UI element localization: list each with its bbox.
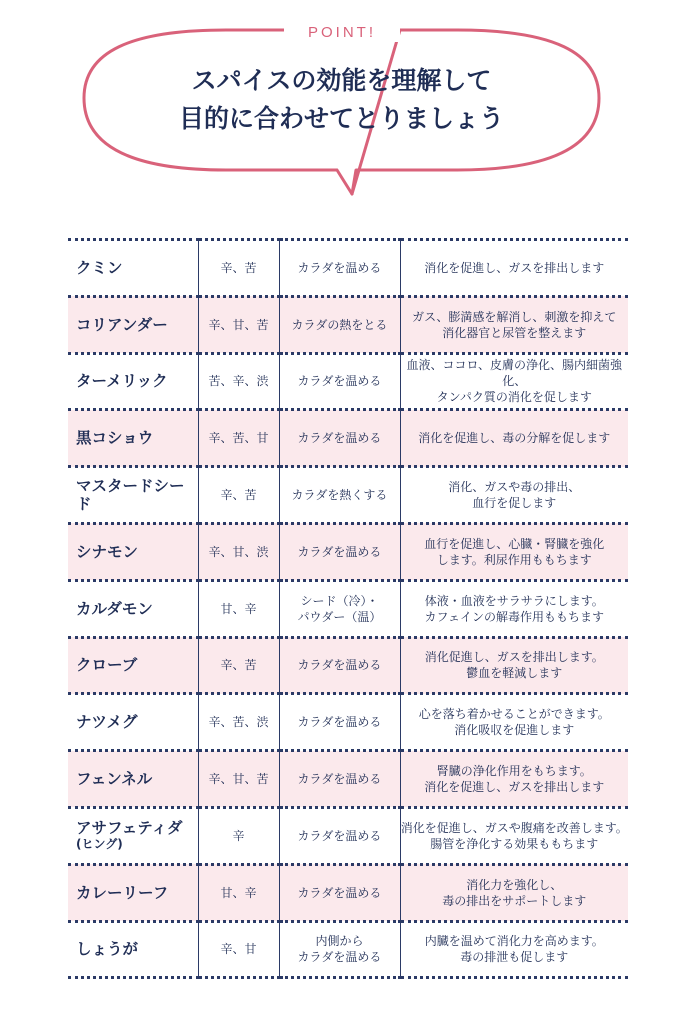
spice-taste: 辛 xyxy=(198,807,279,864)
spice-name: アサフェティダ xyxy=(76,819,183,838)
table-row xyxy=(68,353,628,410)
spice-benefit: 血行を促進し、心臓・腎臓を強化 します。利尿作用ももちます xyxy=(400,523,628,580)
table-row xyxy=(68,580,628,637)
table-row xyxy=(68,240,628,297)
spice-benefit: 消化、ガスや毒の排出、 血行を促します xyxy=(400,467,628,524)
spice-taste: 辛、苦、渋 xyxy=(198,694,279,751)
spice-name: クローブ xyxy=(68,637,198,694)
spice-taste: 辛、甘 xyxy=(198,921,279,978)
table-row xyxy=(68,410,628,467)
spice-name: クミン xyxy=(68,240,198,297)
table-row xyxy=(68,637,628,694)
table-row xyxy=(68,467,628,524)
spice-effect: シード（冷）・ パウダー（温） xyxy=(279,580,400,637)
table-row xyxy=(68,921,628,978)
spice-name: カレーリーフ xyxy=(68,864,198,921)
spice-benefit: 消化を促進し、ガスを排出します xyxy=(400,240,628,297)
spice-name: コリアンダー xyxy=(68,296,198,353)
spice-taste: 辛、苦 xyxy=(198,240,279,297)
spice-benefit: 心を落ち着かせることができます。 消化吸収を促進します xyxy=(400,694,628,751)
spice-name-sub: (ヒング) xyxy=(76,837,123,852)
headline-line-2: 目的に合わせてとりましょう xyxy=(178,104,504,133)
spice-name: フェンネル xyxy=(68,751,198,808)
point-label: POINT! xyxy=(284,24,400,42)
table-row xyxy=(68,523,628,580)
spice-benefit: 消化促進し、ガスを排出します。 鬱血を軽減します xyxy=(400,637,628,694)
spice-name: カルダモン xyxy=(68,580,198,637)
spice-benefit: 消化を促進し、毒の分解を促します xyxy=(400,410,628,467)
spice-effect: カラダを温める xyxy=(279,694,400,751)
spice-name: ナツメグ xyxy=(68,694,198,751)
spice-benefit: 腎臓の浄化作用をもちます。 消化を促進し、ガスを排出します xyxy=(400,751,628,808)
spice-name-cell xyxy=(68,807,198,864)
spice-name: しょうが xyxy=(68,921,198,978)
spice-effect: カラダを熱くする xyxy=(279,467,400,524)
spice-table xyxy=(68,238,628,979)
spice-taste: 甘、辛 xyxy=(198,580,279,637)
spice-effect: カラダを温める xyxy=(279,807,400,864)
spice-taste: 辛、苦、甘 xyxy=(198,410,279,467)
table-row xyxy=(68,296,628,353)
spice-name: マスタードシード xyxy=(68,467,198,524)
table-row xyxy=(68,751,628,808)
spice-taste: 苦、辛、渋 xyxy=(198,353,279,410)
spice-effect: カラダを温める xyxy=(279,751,400,808)
spice-taste: 辛、甘、渋 xyxy=(198,523,279,580)
spice-benefit: 体液・血液をサラサラにします。 カフェインの解毒作用ももちます xyxy=(400,580,628,637)
table-row xyxy=(68,694,628,751)
spice-benefit: 内臓を温めて消化力を高めます。 毒の排泄も促します xyxy=(400,921,628,978)
spice-effect: 内側から カラダを温める xyxy=(279,921,400,978)
spice-taste: 辛、甘、苦 xyxy=(198,296,279,353)
spice-effect: カラダを温める xyxy=(279,864,400,921)
spice-name: 黒コショウ xyxy=(68,410,198,467)
headline-line-1: スパイスの効能を理解して xyxy=(191,66,492,95)
spice-taste: 辛、甘、苦 xyxy=(198,751,279,808)
spice-effect: カラダを温める xyxy=(279,637,400,694)
spice-effect: カラダを温める xyxy=(279,240,400,297)
spice-benefit: 消化力を強化し、 毒の排出をサポートします xyxy=(400,864,628,921)
headline xyxy=(130,62,553,138)
spice-name: シナモン xyxy=(68,523,198,580)
spice-effect: カラダを温める xyxy=(279,523,400,580)
spice-benefit: 血液、ココロ、皮膚の浄化、腸内細菌強化、 タンパク質の消化を促します xyxy=(400,353,628,410)
spice-benefit: ガス、膨満感を解消し、刺激を抑えて 消化器官と尿管を整えます xyxy=(400,296,628,353)
table-row xyxy=(68,864,628,921)
table-row xyxy=(68,807,628,864)
spice-taste: 甘、辛 xyxy=(198,864,279,921)
spice-benefit: 消化を促進し、ガスや腹痛を改善します。 腸管を浄化する効果ももちます xyxy=(400,807,628,864)
spice-effect: カラダを温める xyxy=(279,353,400,410)
spice-name: ターメリック xyxy=(68,353,198,410)
spice-taste: 辛、苦 xyxy=(198,467,279,524)
spice-effect: カラダを温める xyxy=(279,410,400,467)
spice-taste: 辛、苦 xyxy=(198,637,279,694)
spice-effect: カラダの熱をとる xyxy=(279,296,400,353)
